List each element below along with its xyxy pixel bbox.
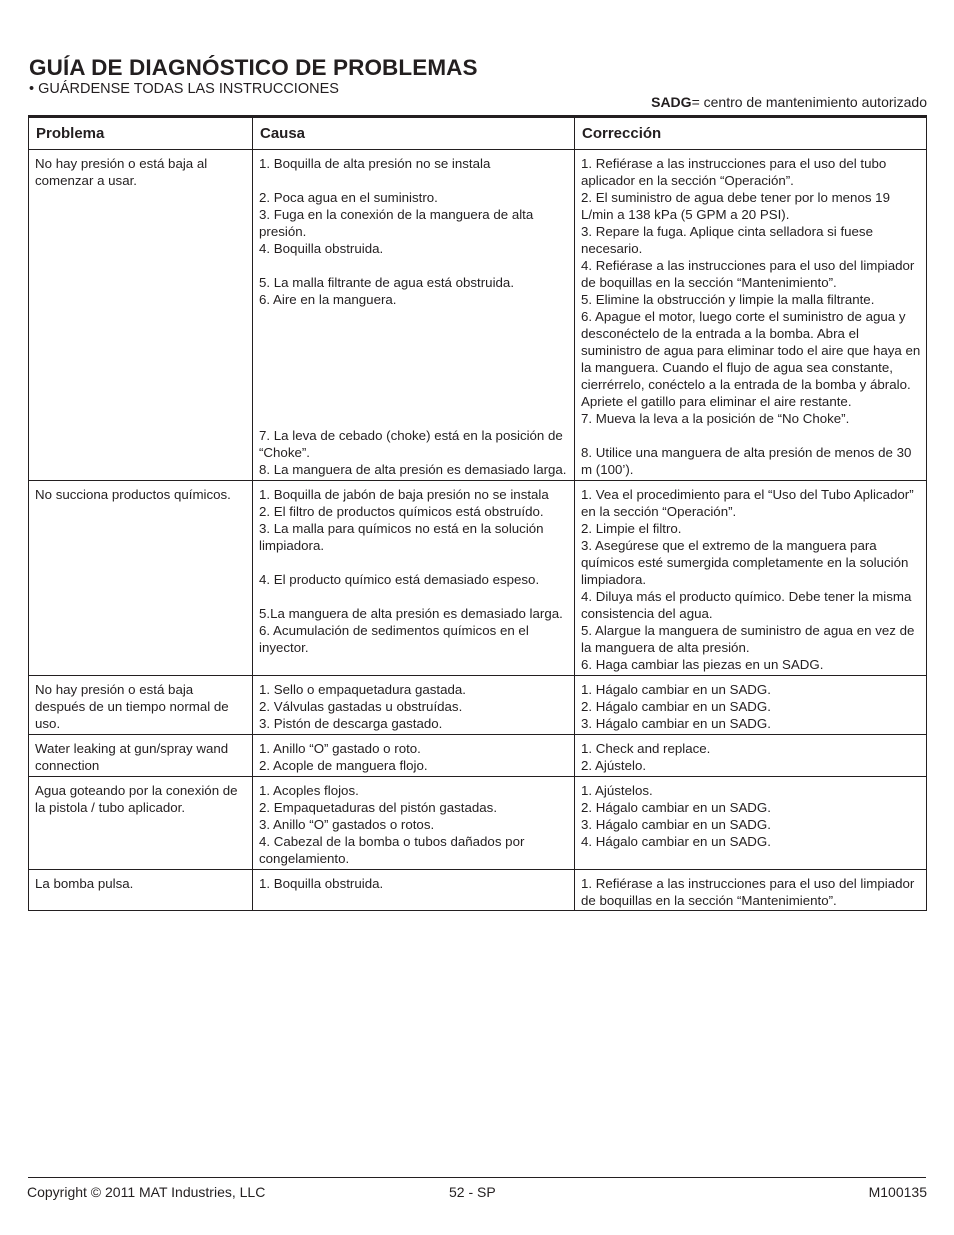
cause-item: 2. Poca agua en el suministro. xyxy=(259,190,438,205)
correction-cell xyxy=(575,481,927,676)
cause-item: 6. Aire en la manguera. xyxy=(259,292,397,307)
correction-item: 4. Hágalo cambiar en un SADG. xyxy=(581,834,771,849)
cause-item: 4. El producto químico está demasiado espeso. xyxy=(259,572,540,587)
cause-item: 1. Boquilla de jabón de baja presión no se instala xyxy=(259,487,549,502)
spacer xyxy=(259,308,569,325)
correction-item: 5. Elimine la obstrucción y limpie la malla filtrante. xyxy=(581,292,875,307)
spacer xyxy=(259,588,569,605)
cause-item: 2. El filtro de productos químicos está obstruído. xyxy=(259,504,544,519)
cause-item: 1. Boquilla obstruida. xyxy=(259,876,384,891)
legend-abbr: SADG xyxy=(651,94,692,110)
correction-item: 8. Utilice una manguera de alta presión de menos de 30 m (100’). xyxy=(581,445,912,477)
correction-cell xyxy=(575,676,927,735)
spacer xyxy=(259,359,569,376)
cause-item: 3. Pistón de descarga gastado. xyxy=(259,716,443,731)
legend-text: = centro de mantenimiento autorizado xyxy=(691,94,927,110)
correction-item: 2. Limpie el filtro. xyxy=(581,521,682,536)
correction-item: 5. Alargue la manguera de suministro de agua en vez de la manguera de alta presión. xyxy=(581,623,915,655)
page-subtitle: • GUÁRDENSE TODAS LAS INSTRUCCIONES xyxy=(29,81,339,97)
problem-cell: No succiona productos químicos. xyxy=(29,481,253,676)
problem-cell: Agua goteando por la conexión de la pistola / tubo aplicador. xyxy=(29,777,253,870)
cause-item: 4. Boquilla obstruida. xyxy=(259,241,384,256)
cause-item: 5.La manguera de alta presión es demasiado larga. xyxy=(259,606,563,621)
header-problem: Problema xyxy=(29,117,253,150)
correction-item: 6. Haga cambiar las piezas en un SADG. xyxy=(581,657,824,672)
footer-page-number: 52 - SP xyxy=(449,1184,496,1200)
correction-item: 1. Check and replace. xyxy=(581,741,711,756)
correction-item: 3. Hágalo cambiar en un SADG. xyxy=(581,817,771,832)
table-row xyxy=(29,735,927,777)
cause-item: 3. Anillo “O” gastados o rotos. xyxy=(259,817,435,832)
cause-item: 2. Válvulas gastadas u obstruídas. xyxy=(259,699,463,714)
cause-item: 3. Fuga en la conexión de la manguera de alta presión. xyxy=(259,207,534,239)
footer-document-code: M100135 xyxy=(868,1184,927,1200)
header-cause: Causa xyxy=(253,117,575,150)
correction-cell xyxy=(575,735,927,777)
spacer xyxy=(259,172,569,189)
cause-cell xyxy=(253,481,575,676)
cause-cell xyxy=(253,150,575,481)
abbreviation-legend xyxy=(651,94,927,110)
cause-item: 2. Empaquetaduras del pistón gastadas. xyxy=(259,800,498,815)
footer-divider xyxy=(28,1177,926,1178)
spacer xyxy=(259,325,569,342)
problem-cell: La bomba pulsa. xyxy=(29,870,253,911)
spacer xyxy=(259,376,569,393)
correction-item: 2. Hágalo cambiar en un SADG. xyxy=(581,800,771,815)
spacer xyxy=(259,257,569,274)
spacer xyxy=(259,410,569,427)
cause-item: 1. Sello o empaquetadura gastada. xyxy=(259,682,466,697)
table-row xyxy=(29,481,927,676)
cause-cell xyxy=(253,676,575,735)
problem-cell: No hay presión o está baja después de un tiempo normal de uso. xyxy=(29,676,253,735)
correction-item: 1. Refiérase a las instrucciones para el uso del limpiador de boquillas en la sección “Mantenimiento”. xyxy=(581,876,915,908)
correction-item: 3. Repare la fuga. Aplique cinta selladora si fuese necesario. xyxy=(581,224,873,256)
correction-item: 6. Apague el motor, luego corte el suministro de agua y desconéctelo de la entrada a la bomba. Abra el suministro de agua para eliminar todo el aire que haya en la manguera. Cuando el flujo de agua sea constante, cierrérrelo, conéctelo a la entrada de la bomba y ábralo. Apriete el gatillo para eliminar el aire restante. xyxy=(581,309,921,409)
correction-item: 1. Refiérase a las instrucciones para el uso del tubo aplicador en la sección “Operación”. xyxy=(581,156,887,188)
cause-item: 1. Boquilla de alta presión no se instala xyxy=(259,156,491,171)
correction-item: 1. Ajústelos. xyxy=(581,783,653,798)
cause-item: 3. La malla para químicos no está en la solución limpiadora. xyxy=(259,521,544,553)
header-correction: Corrección xyxy=(575,117,927,150)
page-title: GUÍA DE DIAGNÓSTICO DE PROBLEMAS xyxy=(29,55,478,80)
correction-item: 2. Ajústelo. xyxy=(581,758,647,773)
table-body xyxy=(29,150,927,911)
cause-item: 1. Anillo “O” gastado o roto. xyxy=(259,741,421,756)
cause-item: 2. Acople de manguera flojo. xyxy=(259,758,428,773)
correction-item: 1. Vea el procedimiento para el “Uso del Tubo Aplicador” en la sección “Operación”. xyxy=(581,487,914,519)
correction-cell xyxy=(575,777,927,870)
cause-item: 5. La malla filtrante de agua está obstruida. xyxy=(259,275,515,290)
correction-cell xyxy=(575,150,927,481)
correction-item: 7. Mueva la leva a la posición de “No Choke”. xyxy=(581,411,850,426)
correction-item: 2. El suministro de agua debe tener por lo menos 19 L/min a 138 kPa (5 GPM a 20 PSI). xyxy=(581,190,890,222)
table-header-row xyxy=(29,117,927,150)
spacer xyxy=(259,393,569,410)
correction-item: 2. Hágalo cambiar en un SADG. xyxy=(581,699,771,714)
correction-item: 4. Diluya más el producto químico. Debe tener la misma consistencia del agua. xyxy=(581,589,912,621)
cause-item: 7. La leva de cebado (choke) está en la posición de “Choke”. xyxy=(259,428,563,460)
correction-cell xyxy=(575,870,927,911)
spacer xyxy=(259,554,569,571)
table-row xyxy=(29,777,927,870)
table-row xyxy=(29,150,927,481)
spacer xyxy=(259,342,569,359)
cause-item: 8. La manguera de alta presión es demasiado larga. xyxy=(259,462,567,477)
cause-cell xyxy=(253,870,575,911)
correction-item: 3. Hágalo cambiar en un SADG. xyxy=(581,716,771,731)
cause-cell xyxy=(253,735,575,777)
cause-item: 4. Cabezal de la bomba o tubos dañados por congelamiento. xyxy=(259,834,525,866)
cause-cell xyxy=(253,777,575,870)
correction-item: 3. Asegúrese que el extremo de la manguera para químicos esté sumergida completamente en la solución limpiadora. xyxy=(581,538,909,587)
correction-item: 1. Hágalo cambiar en un SADG. xyxy=(581,682,771,697)
footer-copyright: Copyright © 2011 MAT Industries, LLC xyxy=(27,1184,266,1200)
cause-item: 6. Acumulación de sedimentos químicos en el inyector. xyxy=(259,623,529,655)
correction-item: 4. Refiérase a las instrucciones para el uso del limpiador de boquillas en la sección “Mantenimiento”. xyxy=(581,258,915,290)
troubleshooting-table xyxy=(28,115,927,911)
problem-cell: No hay presión o está baja al comenzar a usar. xyxy=(29,150,253,481)
problem-cell: Water leaking at gun/spray wand connection xyxy=(29,735,253,777)
spacer xyxy=(581,427,921,444)
cause-item: 1. Acoples flojos. xyxy=(259,783,359,798)
table-row xyxy=(29,676,927,735)
table-row xyxy=(29,870,927,911)
